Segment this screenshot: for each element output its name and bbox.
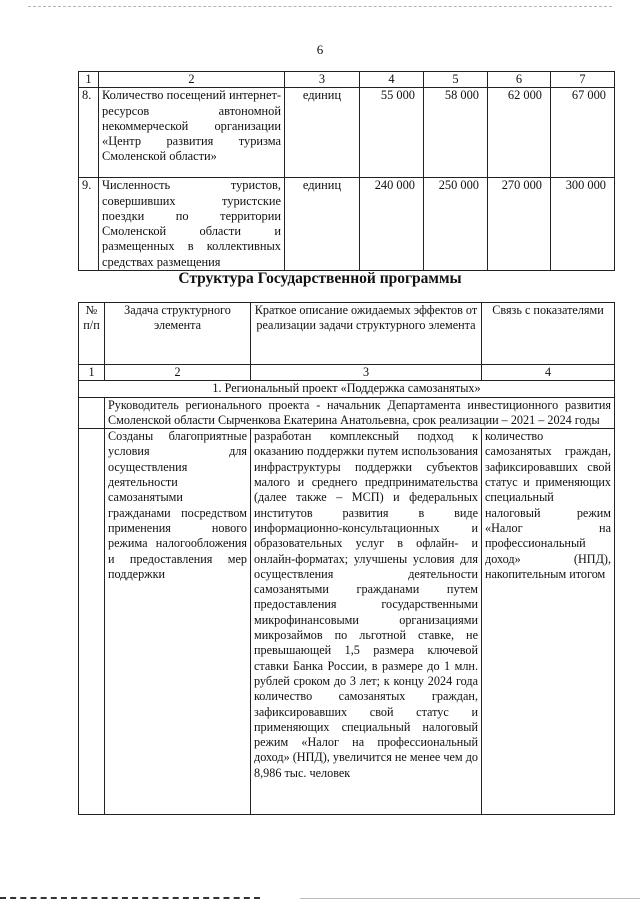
- page-number: 6: [316, 42, 324, 57]
- table-header-row: [79, 303, 615, 365]
- table-row: [79, 178, 615, 271]
- structure-table: [78, 302, 615, 815]
- scan-top-edge: [28, 6, 612, 7]
- value: 300 000: [551, 178, 615, 271]
- col-num: 2: [105, 365, 251, 381]
- project-row: [79, 381, 615, 397]
- header-link: Связь с показателями: [482, 303, 615, 365]
- col-num: 6: [488, 72, 551, 88]
- header-effects: Краткое описание ожидаемых эффектов от реализации задачи структурного элемента: [251, 303, 482, 365]
- col-num: 1: [79, 72, 99, 88]
- value: 58 000: [424, 88, 488, 178]
- effects-text: разработан комплексный подход к оказанию поддержки путем использования инфраструктуры поддержки субъектов малого и среднего предпринимательства (далее также – МСП) и федеральных институтов развития в виде информационно-консультационных и образовательных услуг в офлайн- и онлайн-форматах; улучшены условия для осуществления деятельности самозанятыми гражданами путем предоставления государственными микрофинансовыми организациями микрозаймов по льготной ставке, не превышающей 1,5 размера ключевой ставки Банка России, в размере до 1 млн. рублей сроком до 3 лет; к концу 2024 года количество самозанятых граждан, зафиксировавших свой статус и применяющих специальный налоговый режим «Налог на профессиональный доход» (НПД), увеличится не менее чем до 8,986 тыс. человек: [251, 429, 482, 815]
- col-num: 7: [551, 72, 615, 88]
- section-title: Структура Государственной программы: [178, 270, 462, 287]
- col-num: 5: [424, 72, 488, 88]
- scan-bottom-edge: [300, 898, 640, 899]
- unit: единиц: [285, 178, 360, 271]
- indicator-name: Количество посещений интернет-ресурсов автономной некоммерческой организации «Центр развития туризма Смоленской области»: [99, 88, 285, 178]
- indicators-table: [78, 71, 615, 271]
- column-numbers-row: [79, 365, 615, 381]
- project-manager: Руководитель регионального проекта - начальник Департамента инвестиционного развития Смоленской области Сырченкова Екатерина Анатольевна, срок реализации – 2021 – 2024 годы: [105, 397, 615, 429]
- unit: единиц: [285, 88, 360, 178]
- col-num: 3: [251, 365, 482, 381]
- indicator-name: Численность туристов, совершивших туристские поездки по территории Смоленской области и размещенных в коллективных средствах размещения: [99, 178, 285, 271]
- header-num: № п/п: [79, 303, 105, 365]
- value: 250 000: [424, 178, 488, 271]
- table-row: [79, 88, 615, 178]
- row-number: 8.: [79, 88, 99, 178]
- row-number: 9.: [79, 178, 99, 271]
- col-num: 3: [285, 72, 360, 88]
- col-num: 2: [99, 72, 285, 88]
- scan-bottom-edge: [0, 897, 260, 899]
- col-num: 4: [482, 365, 615, 381]
- row-number-empty: [79, 429, 105, 815]
- manager-row: [79, 397, 615, 429]
- value: 240 000: [360, 178, 424, 271]
- table-row: [79, 429, 615, 815]
- project-title: 1. Региональный проект «Поддержка самозанятых»: [79, 381, 615, 397]
- task-text: Созданы благоприятные условия для осуществления деятельности самозанятыми гражданами посредством применения нового режима налогообложения и предоставления мер поддержки: [105, 429, 251, 815]
- table-header-row: [79, 72, 615, 88]
- value: 55 000: [360, 88, 424, 178]
- value: 270 000: [488, 178, 551, 271]
- link-text: количество самозанятых граждан, зафиксировавших свой статус и применяющих специальный налоговый режим «Налог на профессиональный доход» (НПД), накопительным итогом: [482, 429, 615, 815]
- col-num: 4: [360, 72, 424, 88]
- header-task: Задача структурного элемента: [105, 303, 251, 365]
- col-num: 1: [79, 365, 105, 381]
- value: 67 000: [551, 88, 615, 178]
- value: 62 000: [488, 88, 551, 178]
